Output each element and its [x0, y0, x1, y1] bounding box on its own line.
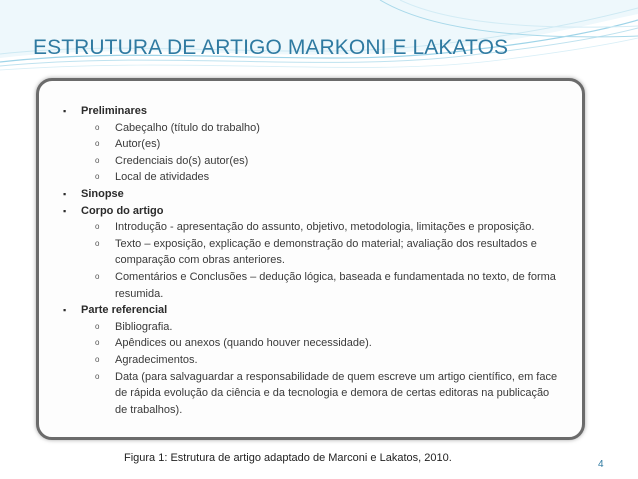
list-item-text: de trabalhos). — [115, 403, 183, 416]
list-item — [63, 120, 570, 137]
list-item-text: Apêndices ou anexos (quando houver necessidade). — [115, 337, 372, 350]
circle-bullet-icon: o — [95, 172, 100, 182]
list-item-text: Local de atividades — [115, 171, 210, 184]
list-item — [63, 153, 570, 170]
list-item — [63, 286, 570, 303]
section-heading — [63, 302, 570, 319]
list-item-text: Texto – exposição, explicação e demonstração do material; avaliação dos resultados e — [115, 237, 537, 250]
list-item-text: Autor(es) — [115, 138, 161, 151]
list-item — [63, 252, 570, 269]
list-item-text: de rápida evolução da ciência e da tecnologia e demora de certas editoras na publicação — [115, 387, 550, 400]
section-heading — [63, 203, 570, 220]
list-item-text: Bibliografia. — [115, 320, 173, 333]
section-label: Corpo do artigo — [81, 204, 164, 217]
section-heading — [63, 103, 570, 120]
list-item — [63, 169, 570, 186]
list-item-text: Credenciais do(s) autor(es) — [115, 154, 249, 167]
circle-bullet-icon: o — [95, 139, 100, 149]
figure-frame — [36, 78, 585, 440]
list-item-text: comparação com obras anteriores. — [115, 254, 285, 267]
list-item — [63, 352, 570, 369]
circle-bullet-icon: o — [95, 354, 100, 364]
list-item — [63, 385, 570, 402]
list-item — [63, 402, 570, 419]
slide-title: ESTRUTURA DE ARTIGO MARKONI E LAKATOS — [33, 36, 509, 59]
list-item — [63, 369, 570, 386]
circle-bullet-icon: o — [95, 338, 100, 348]
square-bullet-icon: ▪ — [63, 106, 67, 116]
article-structure-outline — [63, 103, 570, 418]
circle-bullet-icon: o — [95, 271, 100, 281]
list-item — [63, 319, 570, 336]
list-item-text: Comentários e Conclusões – dedução lógica, baseada e fundamentada no texto, de forma — [115, 270, 556, 283]
list-item — [63, 269, 570, 286]
section-label: Sinopse — [81, 187, 124, 200]
circle-bullet-icon: o — [95, 122, 100, 132]
section-heading — [63, 186, 570, 203]
figure-caption: Figura 1: Estrutura de artigo adaptado de Marconi e Lakatos, 2010. — [124, 452, 452, 464]
square-bullet-icon: ▪ — [63, 305, 67, 316]
list-item-text: Data (para salvaguardar a responsabilidade de quem escreve um artigo científico, em face — [115, 370, 558, 383]
circle-bullet-icon: o — [95, 155, 100, 165]
circle-bullet-icon: o — [95, 371, 100, 381]
list-item-text: resumida. — [115, 287, 164, 300]
circle-bullet-icon: o — [95, 238, 100, 248]
list-item-text: Cabeçalho (título do trabalho) — [115, 121, 260, 134]
circle-bullet-icon: o — [95, 321, 100, 331]
list-item — [63, 219, 570, 236]
section-label: Preliminares — [81, 105, 148, 117]
circle-bullet-icon: o — [95, 222, 100, 232]
square-bullet-icon: ▪ — [63, 188, 67, 199]
list-item — [63, 335, 570, 352]
list-item — [63, 236, 570, 253]
list-item — [63, 136, 570, 153]
list-item-text: Introdução - apresentação do assunto, objetivo, metodologia, limitações e proposição. — [115, 221, 535, 234]
section-label: Parte referencial — [81, 304, 168, 317]
page-number: 4 — [598, 459, 604, 470]
list-item-text: Agradecimentos. — [115, 353, 198, 366]
square-bullet-icon: ▪ — [63, 205, 67, 216]
